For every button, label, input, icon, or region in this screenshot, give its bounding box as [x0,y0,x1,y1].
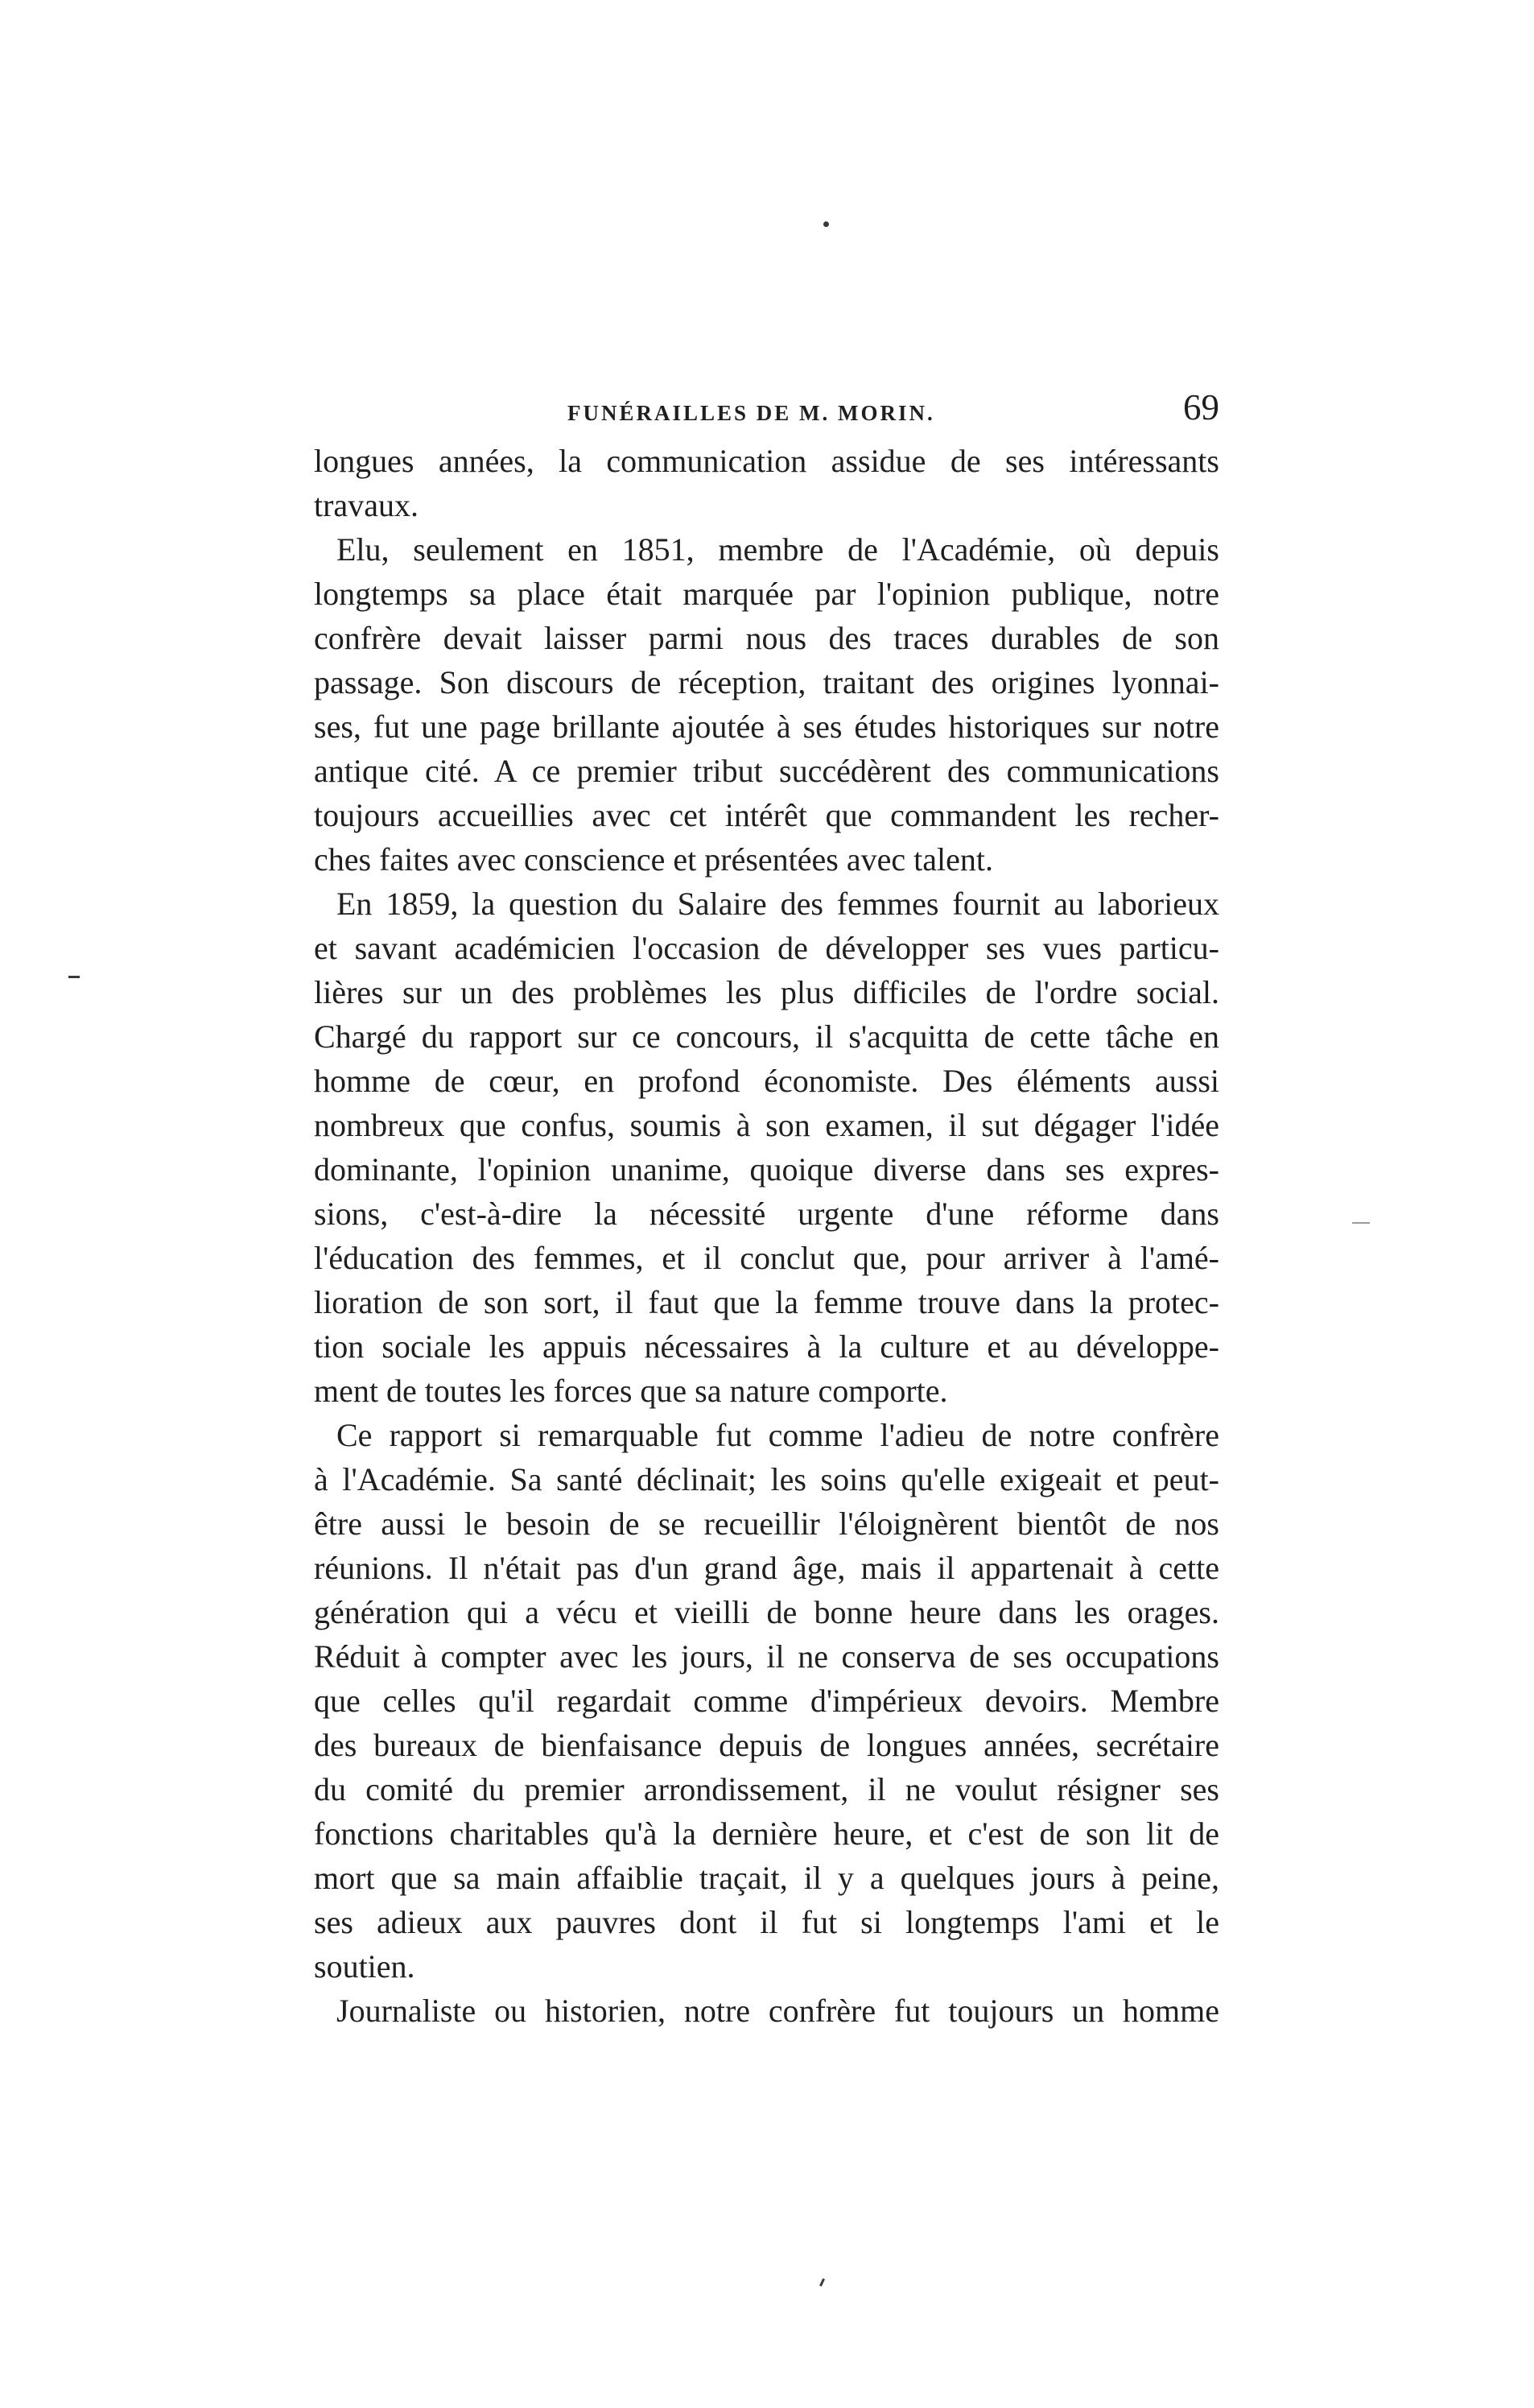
text-line: travaux. [314,487,419,523]
text-line: génération qui a vécu et vieilli de bonne heure dans les orages. [314,1594,1219,1630]
text-line: et savant académicien l'occasion de développer ses vues particu- [314,930,1219,966]
text-line: réunions. Il n'était pas d'un grand âge, mais il appartenait à cette [314,1550,1219,1586]
text-line: que celles qu'il regardait comme d'impérieux devoirs. Membre [314,1683,1219,1719]
text-line: lioration de son sort, il faut que la femme trouve dans la protec- [314,1284,1219,1320]
running-title: FUNÉRAILLES DE M. MORIN. [567,401,935,425]
text-line: sions, c'est-à-dire la nécessité urgente d'une réforme dans [314,1196,1219,1232]
text-line: toujours accueillies avec cet intérêt que commandent les recher- [314,797,1219,833]
text-line: longues années, la communication assidue de ses intéressants [314,443,1219,479]
text-line: être aussi le besoin de se recueillir l'éloignèrent bientôt de nos [314,1506,1219,1542]
text-line: l'éducation des femmes, et il conclut que, pour arriver à l'amé- [314,1240,1219,1276]
text-line: dominante, l'opinion unanime, quoique diverse dans ses expres- [314,1151,1219,1187]
text-line: Chargé du rapport sur ce concours, il s'acquitta de cette tâche en [314,1018,1219,1055]
text-line: lières sur un des problèmes les plus difficiles de l'ordre social. [314,974,1219,1010]
stray-mark [819,2278,825,2286]
stray-mark [68,976,80,978]
text-line: ses adieux aux pauvres dont il fut si longtemps l'ami et le [314,1904,1219,1940]
stray-mark [1352,1222,1370,1224]
text-line: En 1859, la question du Salaire des femmes fournit au laborieux [336,886,1219,922]
text-line: passage. Son discours de réception, traitant des origines lyonnai- [314,664,1219,700]
page-header [314,378,1219,427]
text-line: ment de toutes les forces que sa nature comporte. [314,1373,948,1409]
text-line: des bureaux de bienfaisance depuis de longues années, secrétaire [314,1727,1219,1763]
text-line: fonctions charitables qu'à la dernière heure, et c'est de son lit de [314,1815,1219,1852]
text-line: Ce rapport si remarquable fut comme l'adieu de notre confrère [336,1417,1219,1453]
page-number: 69 [1183,387,1219,427]
text-line: antique cité. A ce premier tribut succédèrent des communications [314,753,1219,789]
text-line: soutien. [314,1948,415,1985]
text-line: Elu, seulement en 1851, membre de l'Académie, où depuis [336,531,1219,568]
text-line: tion sociale les appuis nécessaires à la culture et au développe- [314,1328,1219,1365]
text-line: à l'Académie. Sa santé déclinait; les soins qu'elle exigeait et peut- [314,1461,1219,1497]
text-line: homme de cœur, en profond économiste. Des éléments aussi [314,1063,1219,1099]
text-line: mort que sa main affaiblie traçait, il y a quelques jours à peine, [314,1860,1219,1896]
stray-mark [823,221,829,227]
text-line: ches faites avec conscience et présentées avec talent. [314,841,993,878]
text-line: Réduit à compter avec les jours, il ne conserva de ses occupations [314,1638,1219,1675]
text-line: confrère devait laisser parmi nous des traces durables de son [314,620,1219,656]
text-line: longtemps sa place était marquée par l'opinion publique, notre [314,576,1219,612]
text-line: Journaliste ou historien, notre confrère fut toujours un homme [336,1993,1219,2029]
text-line: nombreux que confus, soumis à son examen, il sut dégager l'idée [314,1107,1219,1143]
text-line: ses, fut une page brillante ajoutée à ses études historiques sur notre [314,708,1219,745]
body-text [314,439,1219,2033]
text-line: du comité du premier arrondissement, il ne voulut résigner ses [314,1771,1219,1807]
